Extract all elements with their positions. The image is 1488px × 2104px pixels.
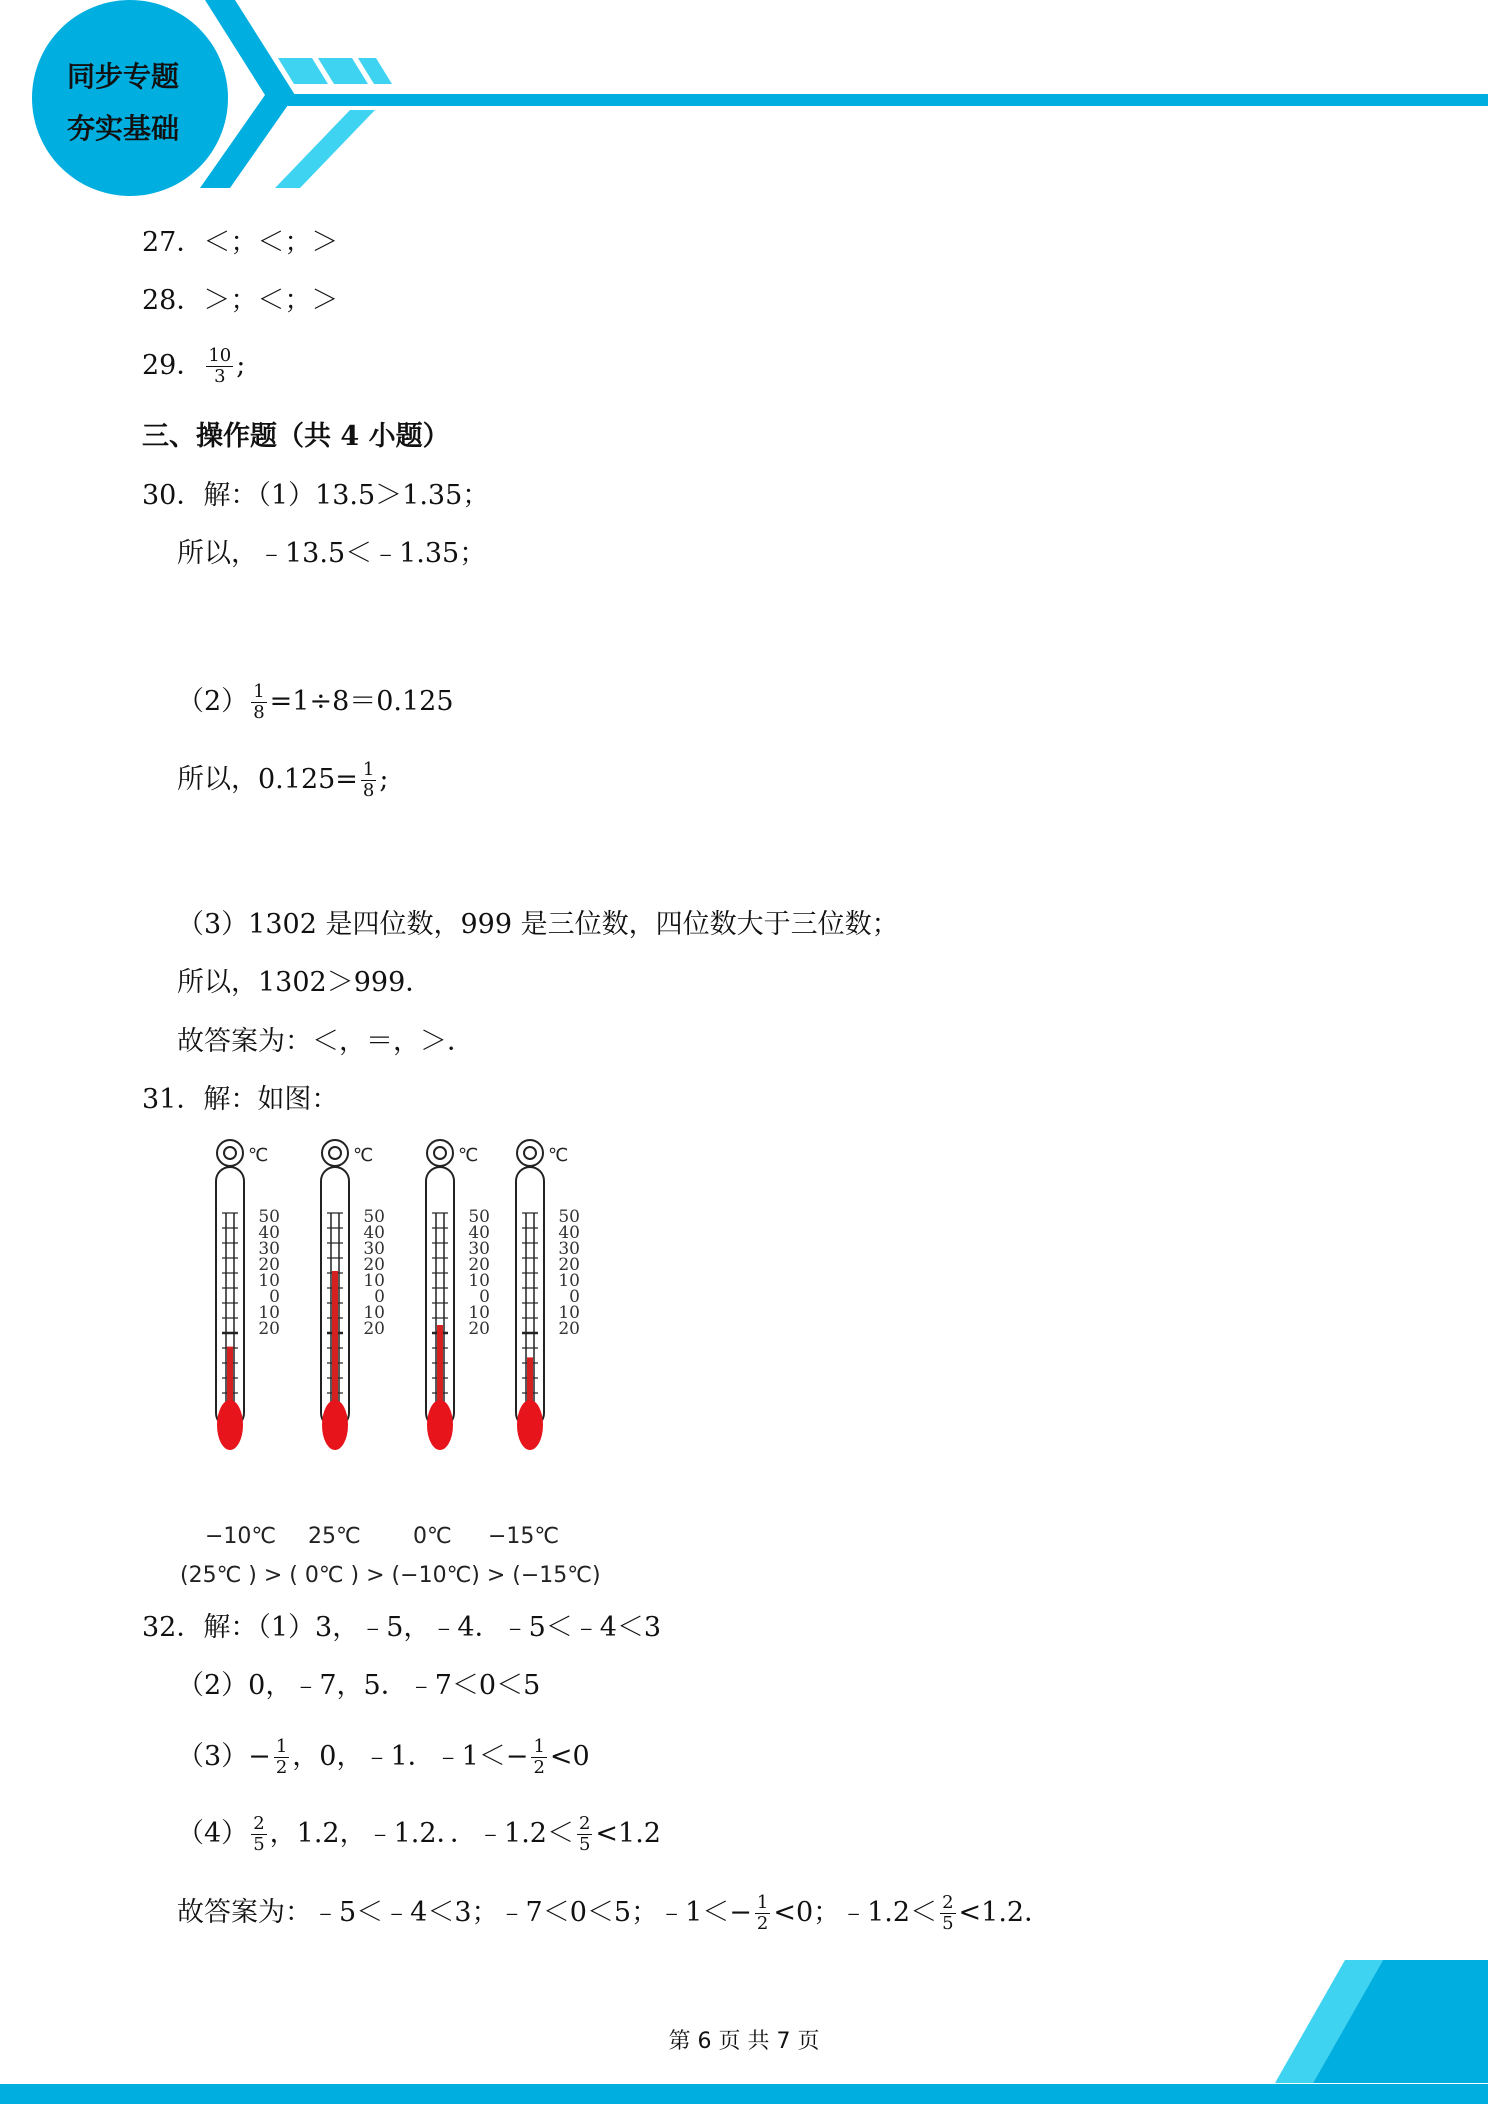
therm-scale-label: 20 [558,1319,580,1339]
therm-scale-label: 40 [558,1223,580,1243]
therm-scale-label: 30 [258,1239,280,1259]
therm-scale-label: 20 [258,1319,280,1339]
therm-scale-label: 20 [258,1255,280,1275]
therm-scale-label: 0 [569,1287,580,1307]
therm-scale-label: 0 [374,1287,385,1307]
q31-line: 31．解：如图： [142,1084,339,1115]
therm-reading-3: 0℃ [413,1524,452,1549]
therm-scale-label: 10 [468,1271,490,1291]
therm-scale-label: 10 [363,1303,385,1323]
q30-part2: （2） $\frac{1}{8}$ =1÷8＝0.125 [177,681,454,723]
therm-unit: ℃ [248,1145,269,1166]
therm-scale-label: 50 [363,1207,385,1227]
therm-scale-label: 10 [258,1271,280,1291]
therm-scale-label: 50 [258,1207,280,1227]
q30-part3: （3）1302 是四位数，999 是三位数，四位数大于三位数； [177,909,899,940]
therm-scale-label: 10 [558,1303,580,1323]
therm-reading-2: 25℃ [308,1524,361,1549]
therm-scale-label: 40 [363,1223,385,1243]
therm-scale-label: 30 [363,1239,385,1259]
q32-final-answer: 故答案为：﹣5＜﹣4＜3；﹣7＜0＜5；﹣1＜− $\frac{1}{2}$ <0；﹣1.2＜ $\frac{2}{5}$ <1.2． [177,1892,1052,1934]
therm-scale-label: 0 [269,1287,280,1307]
therm-scale-label: 20 [468,1319,490,1339]
therm-scale-label: 20 [363,1319,385,1339]
answer-27: 27．＜；＜；＞ [142,227,339,258]
q30-line1: 30．解：（1）13.5＞1.35； [142,480,490,511]
therm-scale-label: 40 [468,1223,490,1243]
therm-scale-label: 40 [258,1223,280,1243]
therm-scale-label: 20 [558,1255,580,1275]
section-3-title: 三、操作题（共 4 小题） [142,421,450,452]
therm-scale-label: 20 [363,1255,385,1275]
therm-scale-label: 10 [363,1271,385,1291]
q30-answer: 故答案为：＜，＝，＞． [177,1026,474,1057]
q30-part2b: 所以，0.125= $\frac{1}{8}$ ; [177,759,389,801]
therm-scale-label: 10 [468,1303,490,1323]
therm-unit: ℃ [458,1145,479,1166]
therm-unit: ℃ [548,1145,569,1166]
q32-part4: （4） $\frac{2}{5}$ ，1.2，﹣1.2．．﹣1.2＜ $\frac{2}{5}$ <1.2 [177,1813,661,1855]
q32-part1: 32．解：（1）3，﹣5，﹣4．﹣5＜﹣4＜3 [142,1612,662,1643]
badge-line2: 夯实基础 [66,112,179,145]
therm-scale-label: 50 [558,1207,580,1227]
therm-scale-label: 10 [258,1303,280,1323]
q30-line2: 所以，﹣13.5＜﹣1.35； [177,538,487,569]
therm-scale-label: 0 [479,1287,490,1307]
q32-part3: （3）− $\frac{1}{2}$ ，0，﹣1．﹣1＜− $\frac{1}{2}$ <0 [177,1736,590,1778]
header-decoration [0,0,1488,200]
therm-scale-label: 20 [468,1255,490,1275]
badge-line1: 同步专题 [66,60,179,93]
therm-comparison: (25℃ ) > ( 0℃ ) > (−10℃) > (−15℃) [180,1563,601,1588]
thermometer-4 [516,1140,580,1450]
therm-scale-label: 30 [468,1239,490,1259]
therm-reading-1: −10℃ [205,1524,277,1549]
therm-unit: ℃ [353,1145,374,1166]
answer-29: 29． $\frac{10}{3}$ ; [142,345,246,387]
therm-scale-label: 10 [558,1271,580,1291]
thermometer-figure [170,1125,650,1455]
q32-part2: （2）0，﹣7，5．﹣7＜0＜5 [177,1670,541,1701]
page-number: 第 6 页 共 7 页 [668,2029,820,2054]
answer-28: 28．＞；＜；＞ [142,285,339,316]
thermometer-2 [321,1140,385,1450]
thermometer-3 [426,1140,490,1450]
q30-part3b: 所以，1302＞999． [177,967,433,998]
therm-scale-label: 50 [468,1207,490,1227]
therm-reading-4: −15℃ [488,1524,560,1549]
thermometer-1 [216,1140,280,1450]
therm-scale-label: 30 [558,1239,580,1259]
